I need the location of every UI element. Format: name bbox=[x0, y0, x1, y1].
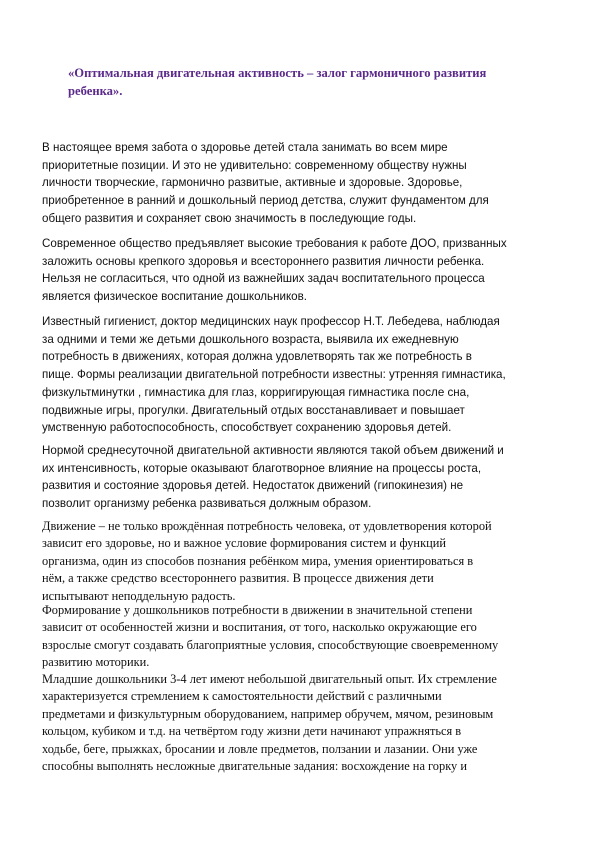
text-line: Нельзя не согласиться, что одной из важнейших задач воспитательного процесса bbox=[42, 272, 485, 286]
text-line: подвижные игры, прогулки. Двигательный отдых восстанавливает и повышает bbox=[42, 403, 465, 417]
title-line: ребенка». bbox=[68, 84, 123, 98]
text-line: Современное общество предъявляет высокие требования к работе ДОО, призванных bbox=[42, 237, 507, 250]
text-line: испытывают неподдельную радость. bbox=[42, 588, 236, 603]
text-line: приоритетные позиции. И это не удивительно: современному обществу нужны bbox=[42, 158, 467, 172]
text-line: позволит организму ребенка развиваться должным образом. bbox=[42, 497, 372, 511]
text-line: Младшие дошкольники 3-4 лет имеют небольшой двигательный опыт. Их стремление bbox=[42, 672, 497, 686]
text-line: способны выполнять несложные двигательные задания: восхождение на горку и bbox=[42, 759, 467, 774]
text-line: Формирование у дошкольников потребности в движении в значительной степени bbox=[42, 603, 473, 617]
text-line: зависит от особенностей жизни и воспитания, от того, насколько окружающие его bbox=[42, 620, 477, 635]
text-line: умственную работоспособность, способствует сохранению здоровья детей. bbox=[42, 421, 452, 435]
text-line: нём, а также средство всестороннего развития. В процессе движения дети bbox=[42, 571, 434, 586]
text-line: предметами и физкультурным оборудованием, например обручем, мячом, резиновым bbox=[42, 706, 494, 721]
text-line: взрослые смогут создавать благоприятные условия, способствующие своевременному bbox=[42, 637, 499, 652]
text-line: зависит его здоровье, но и важное условие формирования систем и функций bbox=[42, 536, 446, 551]
paragraph-movement-need bbox=[42, 518, 557, 605]
text-line: развитию моторики. bbox=[42, 655, 150, 670]
text-line: ходьбе, беге, прыжках, бросании и ловле предметов, ползании и лазании. Они уже bbox=[42, 741, 478, 756]
text-line: Нормой среднесуточной двигательной активности являются такой объем движений и bbox=[42, 444, 504, 457]
document-title bbox=[68, 64, 548, 100]
title-line: «Оптимальная двигательная активность – залог гармоничного развития bbox=[68, 66, 487, 80]
text-line: развития и состояние здоровья детей. Недостаток движений (гипокинезия) не bbox=[42, 479, 464, 493]
text-line: характеризуется стремлением к самостоятельности действий с различными bbox=[42, 689, 442, 704]
text-line: заложить основы крепкого здоровья и всестороннего развития личности ребенка. bbox=[42, 254, 485, 268]
paragraph-lebedeva bbox=[42, 313, 557, 437]
text-line: пище. Формы реализации двигательной потребности известны: утренняя гимнастика, bbox=[42, 368, 506, 382]
text-line: кольцом, кубиком и т.д. на четвёртом году жизни дети начинают упражняться в bbox=[42, 724, 462, 739]
text-line: приобретенное в ранний и дошкольный период детства, служит фундаментом для bbox=[42, 194, 489, 208]
text-line: организма, один из способов познания ребёнком мира, умения ориентироваться в bbox=[42, 553, 474, 568]
text-line: является физическое воспитание дошкольников. bbox=[42, 290, 307, 304]
paragraph-society-requirements bbox=[42, 235, 557, 306]
paragraph-formation bbox=[42, 602, 557, 672]
paragraph-activity-norm bbox=[42, 442, 557, 513]
text-line: Движение – не только врождённая потребность человека, от удовлетворения которой bbox=[42, 519, 492, 533]
text-line: Известный гигиенист, доктор медицинских наук профессор Н.Т. Лебедева, наблюдая bbox=[42, 315, 500, 328]
text-line: В настоящее время забота о здоровье детей стала занимать во всем мире bbox=[42, 141, 448, 154]
text-line: физкультминутки , гимнастика для глаз, корригирующая гимнастика после сна, bbox=[42, 385, 470, 399]
paragraph-younger-preschoolers bbox=[42, 671, 557, 775]
text-line: их интенсивность, которые оказывают благотворное влияние на процессы роста, bbox=[42, 461, 482, 475]
paragraph-health-priority bbox=[42, 139, 557, 228]
text-line: за одними и теми же детьми дошкольного возраста, выявила их ежедневную bbox=[42, 332, 459, 346]
text-line: личности творческие, гармонично развитые, активные и здоровые. Здоровье, bbox=[42, 176, 463, 190]
text-line: потребность в движениях, которая должна удовлетворять так же потребность в bbox=[42, 350, 472, 364]
text-line: общего развития и сохраняет свою значимость в последующие годы. bbox=[42, 211, 417, 225]
